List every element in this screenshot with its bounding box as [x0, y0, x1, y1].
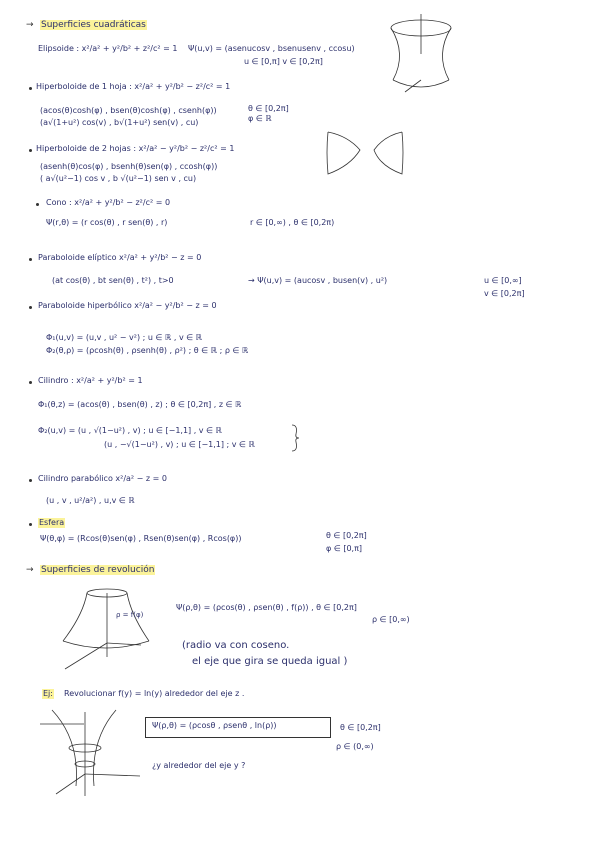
surface-of-revolution-figure	[55, 585, 165, 675]
sphere-range-phi: φ ∈ [0,π]	[326, 544, 363, 553]
example-label: Ej:	[43, 689, 53, 698]
arrow-icon: →	[26, 20, 34, 30]
cylinder-equation: Cilindro : x²/a² + y²/b² = 1	[38, 376, 143, 385]
elliptic-paraboloid-range-v: v ∈ [0,2π]	[484, 289, 525, 298]
cylinder-param-3: (u , −√(1−u²) , v) ; u ∈ [−1,1] ; v ∈ ℝ	[104, 440, 255, 449]
revolution-range: ρ ∈ [0,∞)	[372, 615, 410, 624]
sphere-heading: Esfera	[39, 518, 65, 527]
cone-parametrization: Ψ(r,θ) = (r cos(θ) , r sen(θ) , r)	[46, 218, 168, 227]
hyperboloid-two-sheets-param-1: (asenh(θ)cos(φ) , bsenh(θ)sen(φ) , ccosh(φ))	[40, 162, 218, 171]
hyperboloid-one-sheet-equation: Hiperboloide de 1 hoja : x²/a² + y²/b² − z²/c² = 1	[36, 82, 231, 91]
example-range-theta: θ ∈ [0,2π]	[340, 723, 381, 732]
hyperboloid-two-sheets-param-2: ( a√(u²−1) cos v , b √(u²−1) sen v , cu)	[40, 174, 197, 183]
brace-icon	[290, 424, 300, 452]
revolution-note-2: el eje que gira se queda igual )	[192, 656, 348, 667]
elliptic-paraboloid-range-u: u ∈ [0,∞]	[484, 276, 522, 285]
cone-equation: Cono : x²/a² + y²/b² − z²/c² = 0	[46, 198, 171, 207]
revolution-figure-label: ρ = f(φ)	[116, 611, 144, 619]
ellipsoid-parametrization: Ψ(u,v) = (asenucosv , bsenusenv , ccosu)	[188, 44, 355, 53]
elliptic-paraboloid-param: (at cos(θ) , bt sen(θ) , t²) , t>0	[52, 276, 174, 285]
bullet	[29, 523, 32, 526]
bullet	[36, 203, 39, 206]
bullet	[29, 306, 32, 309]
hyperboloid-one-sheet-param-2: (a√(1+u²) cos(v) , b√(1+u²) sen(v) , cu)	[40, 118, 199, 127]
revolution-note-1: (radio va con coseno.	[182, 640, 290, 651]
ellipsoid-equation: Elipsoide : x²/a² + y²/b² + z²/c² = 1	[38, 44, 178, 53]
hyperboloid-one-sheet-figure	[385, 14, 465, 94]
log-revolution-figure	[40, 710, 150, 800]
elliptic-paraboloid-equation: Paraboloide elíptico x²/a² + y²/b² − z = 0	[38, 253, 202, 262]
parabolic-cylinder-param: (u , v , u²/a²) , u,v ∈ ℝ	[46, 496, 135, 505]
sphere-range-theta: θ ∈ [0,2π]	[326, 531, 367, 540]
cylinder-param-1: Φ₁(θ,z) = (acos(θ) , bsen(θ) , z) ; θ ∈ [0,2π] , z ∈ ℝ	[38, 400, 242, 409]
hyperbolic-paraboloid-param-2: Φ₂(θ,ρ) = (ρcosh(θ) , ρsenh(θ) , ρ²) ; θ ∈ ℝ ; ρ ∈ ℝ	[46, 346, 249, 355]
bullet	[29, 381, 32, 384]
hyperboloid-one-sheet-range: θ ∈ [0,2π] φ ∈ ℝ	[248, 104, 289, 123]
hyperbolic-paraboloid-param-1: Φ₁(u,v) = (u,v , u² − v²) ; u ∈ ℝ , v ∈ ℝ	[46, 333, 203, 342]
revolution-parametrization: Ψ(ρ,θ) = (ρcos(θ) , ρsen(θ) , f(ρ)) , θ ∈ [0,2π]	[176, 603, 357, 612]
hyperbolic-paraboloid-equation: Paraboloide hiperbólico x²/a² − y²/b² − z = 0	[38, 301, 217, 310]
hyperboloid-one-sheet-param-1: (acos(θ)cosh(φ) , bsen(θ)cosh(φ) , csenh(φ))	[40, 106, 217, 115]
bullet	[29, 258, 32, 261]
cylinder-param-2: Φ₂(u,v) = (u , √(1−u²) , v) ; u ∈ [−1,1] , v ∈ ℝ	[38, 426, 222, 435]
section-title-revolution: Superficies de revolución	[41, 565, 155, 575]
hyperboloid-two-sheets-figure	[320, 128, 410, 188]
ellipsoid-range: u ∈ [0,π] v ∈ [0,2π]	[244, 57, 323, 66]
cone-range: r ∈ [0,∞) , θ ∈ [0,2π)	[250, 218, 335, 227]
bullet	[29, 87, 32, 90]
bullet	[29, 479, 32, 482]
parabolic-cylinder-equation: Cilindro parabólico x²/a² − z = 0	[38, 474, 167, 483]
example-statement: Revolucionar f(y) = ln(y) alrededor del eje z .	[64, 689, 245, 698]
example-parametrization: Ψ(ρ,θ) = (ρcosθ , ρsenθ , ln(ρ))	[152, 721, 277, 730]
bullet	[29, 149, 32, 152]
section-title-quadric: Superficies cuadráticas	[41, 20, 146, 30]
arrow-icon: →	[26, 565, 34, 575]
hyperboloid-two-sheets-equation: Hiperboloide de 2 hojas : x²/a² − y²/b² − z²/c² = 1	[36, 144, 235, 153]
sphere-parametrization: Ψ(θ,φ) = (Rcos(θ)sen(φ) , Rsen(θ)sen(φ) , Rcos(φ))	[40, 534, 242, 543]
elliptic-paraboloid-alt-param: → Ψ(u,v) = (aucosv , busen(v) , u²)	[248, 276, 388, 285]
example-range-rho: ρ ∈ (0,∞)	[336, 742, 374, 751]
example-question: ¿y alrededor del eje y ?	[152, 761, 246, 770]
